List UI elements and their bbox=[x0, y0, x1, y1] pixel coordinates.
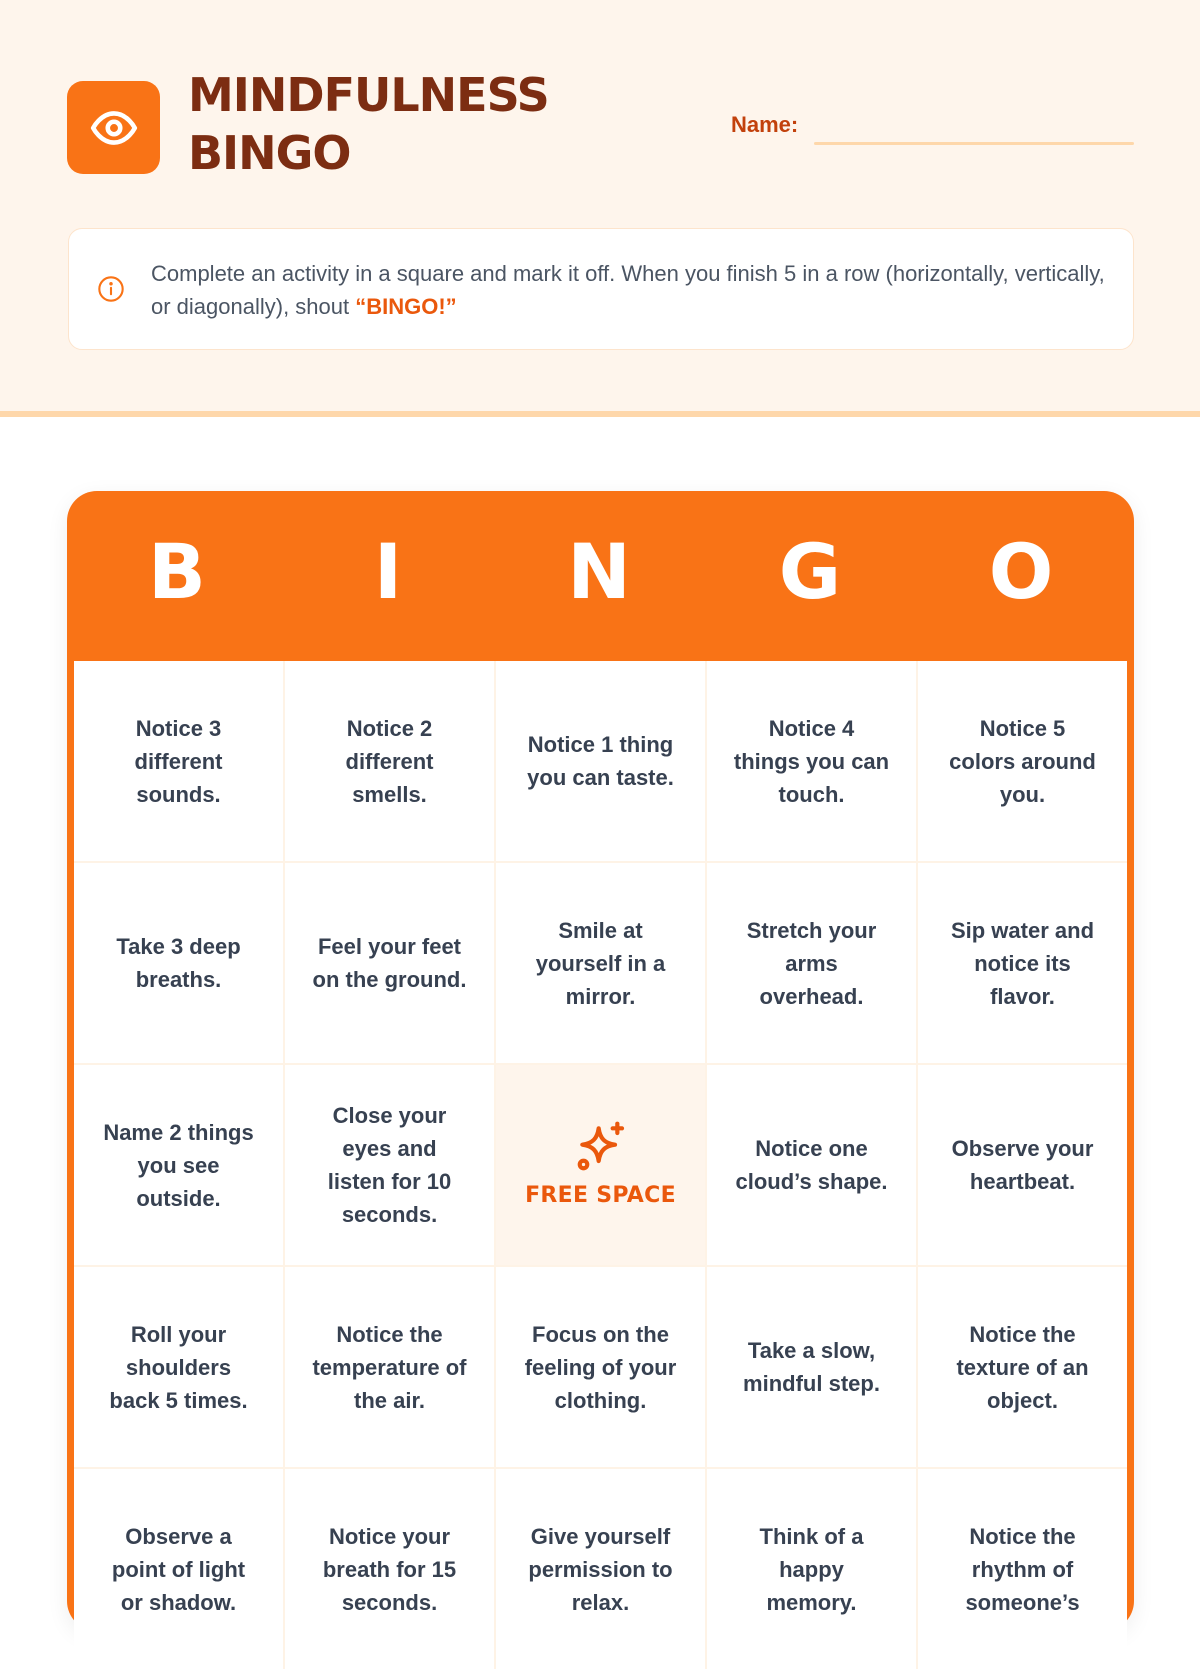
letter-o: O bbox=[988, 527, 1054, 616]
bingo-square[interactable]: Notice your breath for 15 seconds. bbox=[285, 1469, 494, 1669]
bingo-square[interactable]: Notice the texture of an object. bbox=[918, 1267, 1127, 1467]
bingo-square[interactable]: Observe your heartbeat. bbox=[918, 1065, 1127, 1265]
letter-g: G bbox=[778, 527, 842, 616]
bingo-square[interactable]: Focus on the feeling of your clothing. bbox=[496, 1267, 705, 1467]
bingo-square[interactable]: Give yourself permission to relax. bbox=[496, 1469, 705, 1669]
title-line-2: BINGO bbox=[188, 126, 351, 180]
bingo-square[interactable]: Take 3 deep breaths. bbox=[74, 863, 283, 1063]
bingo-square[interactable]: Notice 1 thing you can taste. bbox=[496, 661, 705, 861]
bingo-letters bbox=[67, 491, 1134, 659]
bingo-square[interactable]: Sip water and notice its flavor. bbox=[918, 863, 1127, 1063]
name-label: Name: bbox=[731, 112, 799, 137]
bingo-square[interactable]: Name 2 things you see outside. bbox=[74, 1065, 283, 1265]
bingo-square[interactable]: Smile at yourself in a mirror. bbox=[496, 863, 705, 1063]
info-icon bbox=[97, 275, 125, 303]
free-space-square[interactable] bbox=[496, 1065, 705, 1265]
bingo-square[interactable]: Think of a happy memory. bbox=[707, 1469, 916, 1669]
sparkle-icon bbox=[573, 1119, 629, 1175]
header-band bbox=[0, 0, 1200, 417]
bingo-square[interactable]: Notice 2 different smells. bbox=[285, 661, 494, 861]
bingo-square[interactable]: Feel your feet on the ground. bbox=[285, 863, 494, 1063]
bingo-grid bbox=[74, 661, 1127, 1669]
bingo-square[interactable]: Close your eyes and listen for 10 seconds. bbox=[285, 1065, 494, 1265]
bingo-square[interactable]: Roll your shoulders back 5 times. bbox=[74, 1267, 283, 1467]
bingo-square[interactable]: Take a slow, mindful step. bbox=[707, 1267, 916, 1467]
bingo-square[interactable]: Observe a point of light or shadow. bbox=[74, 1469, 283, 1669]
free-space-label: FREE SPACE bbox=[525, 1182, 676, 1208]
instructions-box bbox=[68, 228, 1134, 350]
bingo-square[interactable]: Notice the rhythm of someone’s bbox=[918, 1469, 1127, 1669]
bingo-highlight: “BINGO!” bbox=[355, 294, 457, 319]
letter-i: I bbox=[373, 527, 403, 616]
instructions-text bbox=[151, 257, 1111, 323]
title-line-1: MINDFULNESS bbox=[188, 68, 549, 122]
eye-icon bbox=[89, 103, 139, 153]
letter-n: N bbox=[567, 527, 631, 616]
bingo-square[interactable]: Notice 4 things you can touch. bbox=[707, 661, 916, 861]
letter-b: B bbox=[148, 527, 206, 616]
bingo-square[interactable]: Notice the temperature of the air. bbox=[285, 1267, 494, 1467]
bingo-square[interactable]: Notice 3 different sounds. bbox=[74, 661, 283, 861]
instructions-body: Complete an activity in a square and mark it off. When you finish 5 in a row (horizontally, vertically, or diagonally), shout bbox=[151, 261, 1105, 319]
bingo-square[interactable]: Notice one cloud’s shape. bbox=[707, 1065, 916, 1265]
bingo-square[interactable]: Stretch your arms overhead. bbox=[707, 863, 916, 1063]
page-title bbox=[188, 66, 549, 182]
bingo-square[interactable]: Notice 5 colors around you. bbox=[918, 661, 1127, 861]
logo bbox=[67, 81, 160, 174]
bingo-card bbox=[67, 491, 1134, 1631]
name-field[interactable] bbox=[814, 142, 1134, 145]
